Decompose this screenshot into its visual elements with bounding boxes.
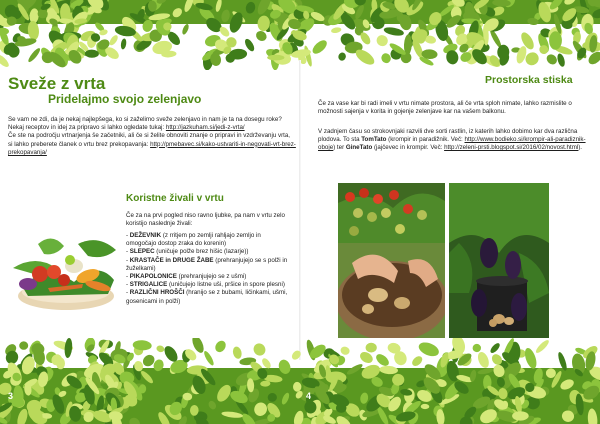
hedge-leaf (156, 344, 166, 353)
hedge-leaf (489, 342, 501, 355)
list-item: - KRASTAČE in DRUGE ŽABE (prehranjujejo se s polži in žuželkami) (126, 256, 288, 272)
hedge-leaf (27, 47, 42, 64)
hedge-leaf (472, 344, 481, 353)
ginetato-plant-photo (449, 183, 549, 338)
hedge-leaf (476, 350, 491, 369)
list-item: - STRIGALICE (uničujejo listne uši, pršice in spore plesni) (126, 281, 285, 289)
list-item: - SLEPEC (uničuje polže brez hišic (lazarje)) (126, 248, 249, 256)
vegetable-basket-image (8, 224, 120, 316)
list-item: - PIKAPOLONICE (prehranjujejo se z ušmi) (126, 273, 247, 281)
hedge-leaf (545, 52, 559, 66)
hedge-leaf (366, 343, 377, 353)
hedge-leaf (120, 38, 127, 50)
hedge-leaf (374, 33, 390, 49)
hedge-leaf (339, 345, 350, 356)
hedge-leaf (556, 53, 566, 68)
hybrid-plants-paragraph: V zadnjem času so strokovnjaki razvili dve sorti rastlin, iz katerih lahko dobimo kar dva različna plodova. To sta TomTato (krompir in paradižnik. Več: http://www.bodieko.si/krompir-ali-paradiznik-oboje) ter GineTato (jajčevec in krompir. Več: http://zeleni-prsti.blogspot.si/2016/02/novost.html). (318, 128, 586, 152)
page-number-left: 3 (8, 391, 14, 401)
hedge-leaf (202, 350, 215, 367)
section-title-beneficial-animals: Koristne živali v vrtu (126, 193, 224, 204)
brand-ginetato: GineTato (345, 144, 373, 152)
section-intro: Če za na prvi pogled niso ravno ljubke, pa nam v vrtu zelo koristijo naslednje živali: (126, 212, 285, 228)
space-paragraph: Če za vase kar bi radi imeli v vrtu nimate prostora, ali če vrta sploh nimate, lahko razmislite o možnosti sajenja v korita in gojenje zelenjave kar na vašem balkonu. (318, 100, 572, 116)
hedge-leaf (108, 34, 119, 47)
list-item: - DEŽEVNIK (z rritjem po zemlji rahljajo zemljo in omogočajo dostop zraka do korenin) (126, 232, 261, 248)
hedge-leaf (85, 49, 99, 57)
no-dig-garden-link[interactable]: http://pmebavec.si/kako-ustvariti-in-negovati-vrt-brez-prekopavanja/ (8, 140, 296, 156)
hedge-leaf (337, 51, 347, 61)
hedge-leaf (417, 340, 441, 359)
right-page-title: Prostorska stiska (485, 74, 573, 86)
page-subtitle: Pridelajmo svojo zelenjavo (48, 92, 202, 106)
ginetato-link[interactable]: http://zeleni-prsti.blogspot.si/2016/02/novost.html (444, 144, 579, 152)
hedge-leaf (331, 27, 342, 34)
hedge-leaf (310, 38, 329, 56)
tomtato-link[interactable]: http://www.bodieko.si/krompir-ali-paradiznik-oboje (318, 136, 586, 152)
beneficial-animals-list (126, 232, 291, 306)
hedge-leaf (383, 26, 404, 37)
hedge-leaf (181, 23, 190, 35)
hedge-bottom-leaves (0, 338, 600, 424)
page-title: Sveže z vrta (8, 74, 106, 93)
recipes-link[interactable]: http://jazkuham.si/jedi-z-vrta/ (165, 124, 245, 132)
hedge-leaf (410, 354, 424, 368)
hedge-leaf (64, 338, 73, 358)
hedge-leaf (534, 338, 550, 354)
page-number-right: 4 (306, 391, 312, 401)
hedge-leaf (213, 339, 228, 354)
bottom-hedge-decoration (0, 338, 600, 424)
brand-tomtato: TomTato (361, 136, 387, 144)
intro-paragraph (8, 116, 296, 157)
beginners-text: Če ste na področju vrtnarjenja še začetniki, ali če si želite obnoviti znanje o pripravi in vzdrževanju vrta, si lahko preberete članek o vrtu brez prekopavanja: (8, 132, 291, 148)
hedge-leaf (290, 349, 302, 362)
hedge-leaf (232, 346, 243, 360)
intro-question: Se vam ne zdi, da je nekaj najlepšega, ko si zaželimo sveže zelenjavo in nam je ta na dosegu roke? (8, 116, 282, 123)
recipes-text: Nekaj receptov in idej za pripravo si lahko ogledate tukaj: (8, 124, 166, 132)
hedge-leaf (56, 358, 65, 370)
tomtato-plant-photo (338, 183, 445, 338)
hedge-leaf (19, 341, 29, 350)
list-item: - RAZLIČNI HROŠČI (hranijo se z bubami, ličinkami, ušmi, gosenicami in polži) (126, 289, 288, 305)
page-spine (299, 60, 301, 360)
hedge-leaf (251, 341, 267, 358)
hedge-leaf (243, 37, 256, 52)
hedge-leaf (267, 55, 284, 61)
